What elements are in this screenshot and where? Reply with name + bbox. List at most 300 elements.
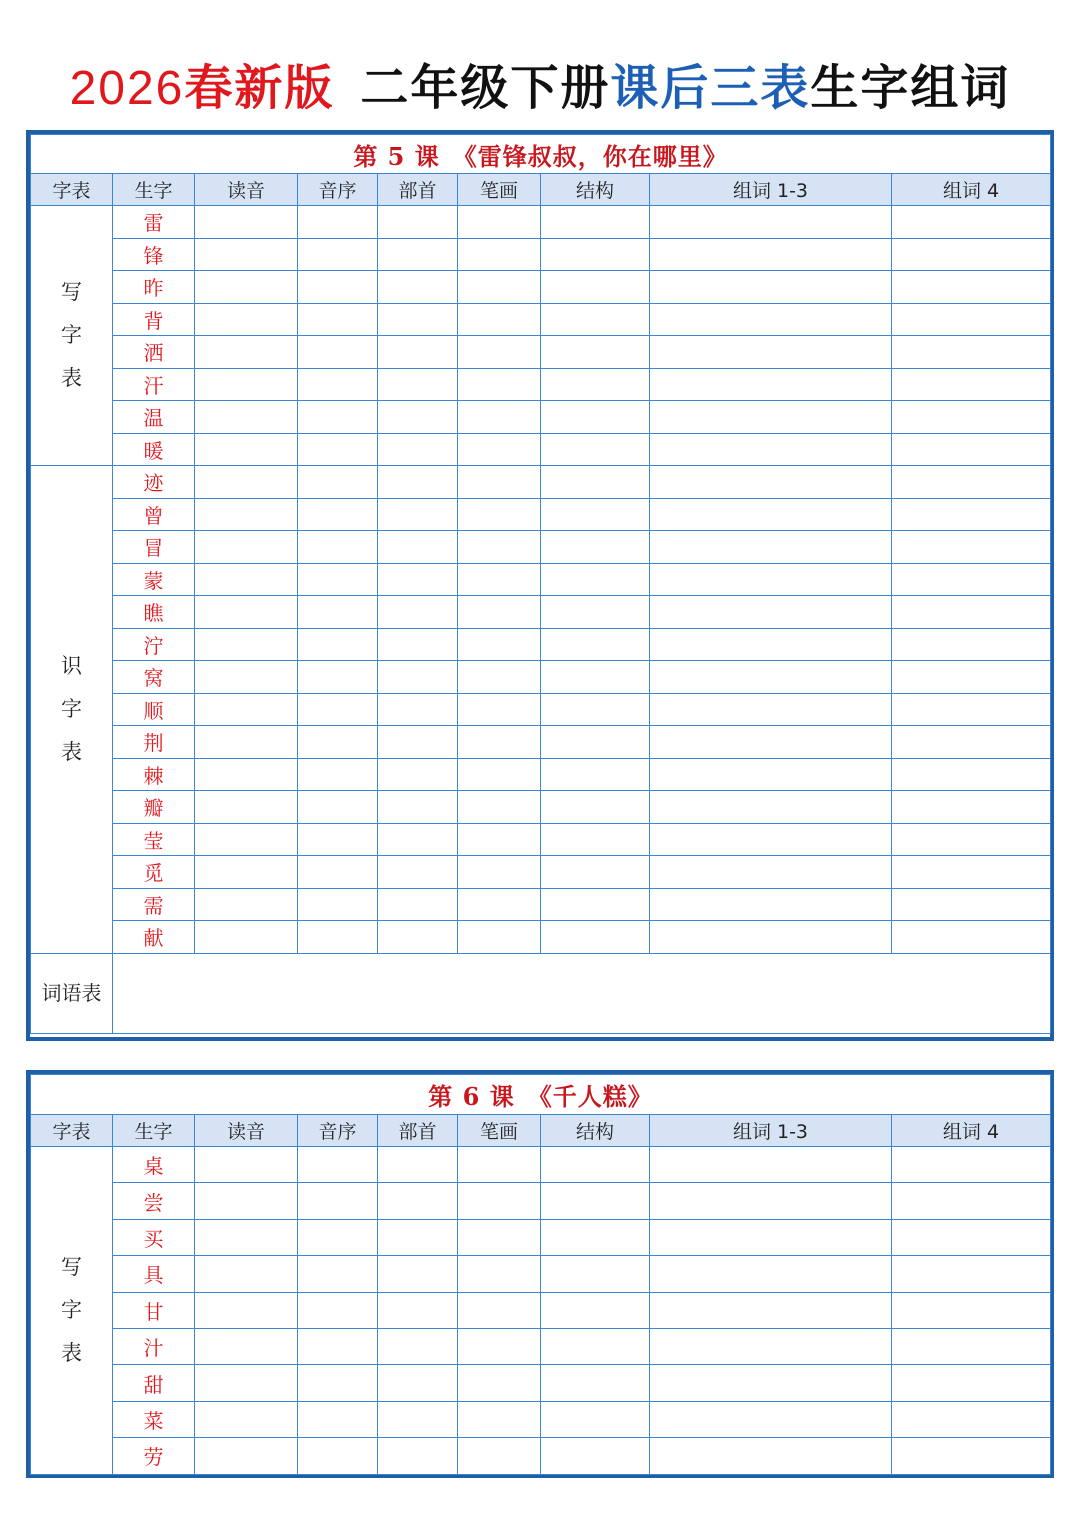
pinyin-cell[interactable] [195, 726, 298, 759]
radical-cell[interactable] [378, 596, 458, 629]
radical-cell[interactable] [378, 1219, 458, 1255]
radical-cell[interactable] [378, 921, 458, 954]
strokes-cell[interactable] [458, 1256, 541, 1292]
strokes-cell[interactable] [458, 303, 541, 336]
radical-cell[interactable] [378, 1365, 458, 1401]
strokes-cell[interactable] [458, 1365, 541, 1401]
word-4-cell[interactable] [892, 823, 1051, 856]
words-1-3-cell[interactable] [650, 271, 892, 304]
char-row [31, 888, 1051, 921]
strokes-cell[interactable] [458, 1438, 541, 1474]
pinyin-cell[interactable] [195, 466, 298, 499]
word-4-cell[interactable] [892, 758, 1051, 791]
initial-cell[interactable] [298, 401, 378, 434]
word-4-cell[interactable] [892, 498, 1051, 531]
structure-cell[interactable] [541, 1401, 650, 1437]
strokes-cell[interactable] [458, 1328, 541, 1364]
char-row [31, 531, 1051, 564]
strokes-cell[interactable] [458, 888, 541, 921]
initial-cell[interactable] [298, 531, 378, 564]
pinyin-cell[interactable] [195, 1183, 298, 1219]
word-4-cell[interactable] [892, 1328, 1051, 1364]
initial-cell[interactable] [298, 823, 378, 856]
word-4-cell[interactable] [892, 1438, 1051, 1474]
structure-cell[interactable] [541, 563, 650, 596]
word-4-cell[interactable] [892, 563, 1051, 596]
words-1-3-cell[interactable] [650, 498, 892, 531]
initial-cell[interactable] [298, 1147, 378, 1183]
word-4-cell[interactable] [892, 791, 1051, 824]
initial-cell[interactable] [298, 1292, 378, 1328]
column-header: 部首 [378, 1115, 458, 1147]
radical-cell[interactable] [378, 661, 458, 694]
char-row [31, 1183, 1051, 1219]
group-label-char: 字 [61, 323, 82, 347]
pinyin-cell[interactable] [195, 368, 298, 401]
structure-cell[interactable] [541, 401, 650, 434]
words-1-3-cell[interactable] [650, 1256, 892, 1292]
group-label [31, 1147, 113, 1475]
word-4-cell[interactable] [892, 531, 1051, 564]
strokes-cell[interactable] [458, 531, 541, 564]
strokes-cell[interactable] [458, 271, 541, 304]
words-1-3-cell[interactable] [650, 693, 892, 726]
structure-cell[interactable] [541, 1438, 650, 1474]
column-header: 读音 [195, 1115, 298, 1147]
pinyin-cell[interactable] [195, 531, 298, 564]
structure-cell[interactable] [541, 303, 650, 336]
strokes-cell[interactable] [458, 726, 541, 759]
word-4-cell[interactable] [892, 303, 1051, 336]
radical-cell[interactable] [378, 758, 458, 791]
initial-cell[interactable] [298, 888, 378, 921]
word-4-cell[interactable] [892, 433, 1051, 466]
character-cell: 棘 [113, 758, 195, 791]
char-row [31, 921, 1051, 954]
column-header: 结构 [541, 174, 650, 206]
words-1-3-cell[interactable] [650, 1219, 892, 1255]
structure-cell[interactable] [541, 1292, 650, 1328]
words-1-3-cell[interactable] [650, 596, 892, 629]
pinyin-cell[interactable] [195, 498, 298, 531]
structure-cell[interactable] [541, 1147, 650, 1183]
initial-cell[interactable] [298, 791, 378, 824]
pinyin-cell[interactable] [195, 661, 298, 694]
structure-cell[interactable] [541, 856, 650, 889]
strokes-cell[interactable] [458, 921, 541, 954]
radical-cell[interactable] [378, 466, 458, 499]
word-4-cell[interactable] [892, 271, 1051, 304]
initial-cell[interactable] [298, 758, 378, 791]
column-header: 音序 [298, 1115, 378, 1147]
word-4-cell[interactable] [892, 856, 1051, 889]
character-cell: 菜 [113, 1401, 195, 1437]
radical-cell[interactable] [378, 271, 458, 304]
strokes-cell[interactable] [458, 1219, 541, 1255]
structure-cell[interactable] [541, 1219, 650, 1255]
word-4-cell[interactable] [892, 888, 1051, 921]
group-label [31, 206, 113, 466]
column-header: 笔画 [458, 174, 541, 206]
words-1-3-cell[interactable] [650, 921, 892, 954]
radical-cell[interactable] [378, 693, 458, 726]
initial-cell[interactable] [298, 596, 378, 629]
strokes-cell[interactable] [458, 791, 541, 824]
initial-cell[interactable] [298, 303, 378, 336]
character-cell: 迹 [113, 466, 195, 499]
pinyin-cell[interactable] [195, 433, 298, 466]
character-cell: 暖 [113, 433, 195, 466]
structure-cell[interactable] [541, 596, 650, 629]
pinyin-cell[interactable] [195, 1219, 298, 1255]
strokes-cell[interactable] [458, 466, 541, 499]
group-label-char: 写 [61, 280, 82, 304]
strokes-cell[interactable] [458, 1292, 541, 1328]
pinyin-cell[interactable] [195, 856, 298, 889]
initial-cell[interactable] [298, 726, 378, 759]
words-1-3-cell[interactable] [650, 1147, 892, 1183]
word-4-cell[interactable] [892, 1256, 1051, 1292]
words-1-3-cell[interactable] [650, 336, 892, 369]
initial-cell[interactable] [298, 238, 378, 271]
structure-cell[interactable] [541, 1183, 650, 1219]
radical-cell[interactable] [378, 1147, 458, 1183]
radical-cell[interactable] [378, 888, 458, 921]
pinyin-cell[interactable] [195, 596, 298, 629]
initial-cell[interactable] [298, 856, 378, 889]
word-4-cell[interactable] [892, 466, 1051, 499]
word-4-cell[interactable] [892, 661, 1051, 694]
word-4-cell[interactable] [892, 1292, 1051, 1328]
strokes-cell[interactable] [458, 563, 541, 596]
group-label-vocab: 词语表 [31, 953, 113, 1033]
initial-cell[interactable] [298, 466, 378, 499]
group-label-char: 写 [61, 1254, 82, 1279]
pinyin-cell[interactable] [195, 888, 298, 921]
strokes-cell[interactable] [458, 433, 541, 466]
lesson-title: 第 6 课 《千人糕》 [31, 1075, 1051, 1115]
group-label-char: 识 [61, 653, 82, 678]
char-row [31, 1328, 1051, 1364]
words-1-3-cell[interactable] [650, 856, 892, 889]
lesson-5-table [26, 130, 1054, 1041]
radical-cell[interactable] [378, 1328, 458, 1364]
initial-cell[interactable] [298, 368, 378, 401]
strokes-cell[interactable] [458, 206, 541, 239]
words-1-3-cell[interactable] [650, 726, 892, 759]
character-cell: 瓣 [113, 791, 195, 824]
radical-cell[interactable] [378, 726, 458, 759]
strokes-cell[interactable] [458, 628, 541, 661]
strokes-cell[interactable] [458, 336, 541, 369]
char-row [31, 1438, 1051, 1474]
initial-cell[interactable] [298, 498, 378, 531]
initial-cell[interactable] [298, 921, 378, 954]
structure-cell[interactable] [541, 368, 650, 401]
char-row [31, 368, 1051, 401]
char-row [31, 823, 1051, 856]
initial-cell[interactable] [298, 1438, 378, 1474]
pinyin-cell[interactable] [195, 238, 298, 271]
structure-cell[interactable] [541, 758, 650, 791]
character-cell: 泞 [113, 628, 195, 661]
initial-cell[interactable] [298, 628, 378, 661]
words-1-3-cell[interactable] [650, 888, 892, 921]
pinyin-cell[interactable] [195, 206, 298, 239]
words-1-3-cell[interactable] [650, 368, 892, 401]
pinyin-cell[interactable] [195, 1365, 298, 1401]
initial-cell[interactable] [298, 563, 378, 596]
page-title [0, 52, 1080, 124]
title-year: 2026 [69, 62, 185, 115]
character-cell: 顺 [113, 693, 195, 726]
words-1-3-cell[interactable] [650, 531, 892, 564]
character-cell: 冒 [113, 531, 195, 564]
structure-cell[interactable] [541, 271, 650, 304]
word-4-cell[interactable] [892, 368, 1051, 401]
column-header: 音序 [298, 174, 378, 206]
group-label-char: 字 [61, 696, 82, 721]
word-4-cell[interactable] [892, 238, 1051, 271]
pinyin-cell[interactable] [195, 693, 298, 726]
initial-cell[interactable] [298, 661, 378, 694]
words-1-3-cell[interactable] [650, 1365, 892, 1401]
title-suffix: 生字组词 [810, 60, 1011, 116]
structure-cell[interactable] [541, 531, 650, 564]
vocab-write-area[interactable] [113, 953, 1051, 1033]
pinyin-cell[interactable] [195, 1401, 298, 1437]
character-cell: 汁 [113, 1328, 195, 1364]
column-header: 笔画 [458, 1115, 541, 1147]
char-row [31, 758, 1051, 791]
words-1-3-cell[interactable] [650, 1292, 892, 1328]
pinyin-cell[interactable] [195, 401, 298, 434]
char-row [31, 791, 1051, 824]
pinyin-cell[interactable] [195, 1292, 298, 1328]
column-header: 组词 1-3 [650, 1115, 892, 1147]
radical-cell[interactable] [378, 563, 458, 596]
radical-cell[interactable] [378, 1183, 458, 1219]
structure-cell[interactable] [541, 661, 650, 694]
column-header: 部首 [378, 174, 458, 206]
character-cell: 觅 [113, 856, 195, 889]
radical-cell[interactable] [378, 823, 458, 856]
initial-cell[interactable] [298, 1401, 378, 1437]
radical-cell[interactable] [378, 336, 458, 369]
words-1-3-cell[interactable] [650, 563, 892, 596]
char-row [31, 303, 1051, 336]
strokes-cell[interactable] [458, 238, 541, 271]
radical-cell[interactable] [378, 498, 458, 531]
initial-cell[interactable] [298, 693, 378, 726]
strokes-cell[interactable] [458, 1147, 541, 1183]
structure-cell[interactable] [541, 433, 650, 466]
radical-cell[interactable] [378, 791, 458, 824]
character-cell: 锋 [113, 238, 195, 271]
word-4-cell[interactable] [892, 401, 1051, 434]
words-1-3-cell[interactable] [650, 433, 892, 466]
structure-cell[interactable] [541, 466, 650, 499]
pinyin-cell[interactable] [195, 336, 298, 369]
structure-cell[interactable] [541, 823, 650, 856]
character-cell: 曾 [113, 498, 195, 531]
strokes-cell[interactable] [458, 401, 541, 434]
structure-cell[interactable] [541, 1365, 650, 1401]
words-1-3-cell[interactable] [650, 823, 892, 856]
pinyin-cell[interactable] [195, 628, 298, 661]
initial-cell[interactable] [298, 271, 378, 304]
structure-cell[interactable] [541, 1256, 650, 1292]
word-4-cell[interactable] [892, 1365, 1051, 1401]
pinyin-cell[interactable] [195, 271, 298, 304]
words-1-3-cell[interactable] [650, 303, 892, 336]
radical-cell[interactable] [378, 433, 458, 466]
structure-cell[interactable] [541, 791, 650, 824]
char-row [31, 661, 1051, 694]
words-1-3-cell[interactable] [650, 1401, 892, 1437]
strokes-cell[interactable] [458, 758, 541, 791]
word-4-cell[interactable] [892, 336, 1051, 369]
strokes-cell[interactable] [458, 823, 541, 856]
radical-cell[interactable] [378, 1256, 458, 1292]
pinyin-cell[interactable] [195, 1438, 298, 1474]
strokes-cell[interactable] [458, 856, 541, 889]
words-1-3-cell[interactable] [650, 628, 892, 661]
radical-cell[interactable] [378, 401, 458, 434]
words-1-3-cell[interactable] [650, 401, 892, 434]
character-cell: 蒙 [113, 563, 195, 596]
char-row [31, 401, 1051, 434]
word-4-cell[interactable] [892, 693, 1051, 726]
char-row [31, 206, 1051, 239]
radical-cell[interactable] [378, 628, 458, 661]
word-4-cell[interactable] [892, 726, 1051, 759]
structure-cell[interactable] [541, 693, 650, 726]
column-header: 生字 [113, 174, 195, 206]
strokes-cell[interactable] [458, 1401, 541, 1437]
structure-cell[interactable] [541, 206, 650, 239]
strokes-cell[interactable] [458, 661, 541, 694]
char-row [31, 628, 1051, 661]
character-cell: 荆 [113, 726, 195, 759]
radical-cell[interactable] [378, 531, 458, 564]
title-highlight: 课后三表 [610, 60, 811, 116]
radical-cell[interactable] [378, 1292, 458, 1328]
character-cell: 甜 [113, 1365, 195, 1401]
char-row [31, 1401, 1051, 1437]
char-row [31, 1256, 1051, 1292]
radical-cell[interactable] [378, 238, 458, 271]
word-4-cell[interactable] [892, 1219, 1051, 1255]
character-cell: 甘 [113, 1292, 195, 1328]
pinyin-cell[interactable] [195, 791, 298, 824]
group-label-char: 表 [61, 739, 82, 764]
initial-cell[interactable] [298, 206, 378, 239]
structure-cell[interactable] [541, 336, 650, 369]
structure-cell[interactable] [541, 1328, 650, 1364]
words-1-3-cell[interactable] [650, 1328, 892, 1364]
pinyin-cell[interactable] [195, 563, 298, 596]
radical-cell[interactable] [378, 303, 458, 336]
column-header: 字表 [31, 174, 113, 206]
strokes-cell[interactable] [458, 1183, 541, 1219]
initial-cell[interactable] [298, 1256, 378, 1292]
structure-cell[interactable] [541, 238, 650, 271]
pinyin-cell[interactable] [195, 1147, 298, 1183]
radical-cell[interactable] [378, 856, 458, 889]
words-1-3-cell[interactable] [650, 206, 892, 239]
column-header: 组词 4 [892, 174, 1051, 206]
structure-cell[interactable] [541, 498, 650, 531]
word-4-cell[interactable] [892, 1401, 1051, 1437]
initial-cell[interactable] [298, 1183, 378, 1219]
group-label-char: 表 [61, 1340, 82, 1365]
word-4-cell[interactable] [892, 628, 1051, 661]
strokes-cell[interactable] [458, 596, 541, 629]
words-1-3-cell[interactable] [650, 758, 892, 791]
radical-cell[interactable] [378, 1401, 458, 1437]
structure-cell[interactable] [541, 726, 650, 759]
char-row [31, 271, 1051, 304]
char-row [31, 1365, 1051, 1401]
words-1-3-cell[interactable] [650, 791, 892, 824]
words-1-3-cell[interactable] [650, 1183, 892, 1219]
char-row [31, 1292, 1051, 1328]
column-header: 组词 1-3 [650, 174, 892, 206]
initial-cell[interactable] [298, 1219, 378, 1255]
strokes-cell[interactable] [458, 368, 541, 401]
structure-cell[interactable] [541, 921, 650, 954]
char-row [31, 563, 1051, 596]
pinyin-cell[interactable] [195, 758, 298, 791]
word-4-cell[interactable] [892, 206, 1051, 239]
group-label [31, 466, 113, 954]
words-1-3-cell[interactable] [650, 661, 892, 694]
word-4-cell[interactable] [892, 596, 1051, 629]
initial-cell[interactable] [298, 1328, 378, 1364]
lesson-6-table [26, 1070, 1054, 1478]
structure-cell[interactable] [541, 628, 650, 661]
group-label-char: 表 [61, 366, 82, 390]
pinyin-cell[interactable] [195, 1328, 298, 1364]
radical-cell[interactable] [378, 368, 458, 401]
strokes-cell[interactable] [458, 693, 541, 726]
character-cell: 桌 [113, 1147, 195, 1183]
char-row [31, 726, 1051, 759]
pinyin-cell[interactable] [195, 303, 298, 336]
initial-cell[interactable] [298, 1365, 378, 1401]
pinyin-cell[interactable] [195, 823, 298, 856]
words-1-3-cell[interactable] [650, 1438, 892, 1474]
character-cell: 背 [113, 303, 195, 336]
word-4-cell[interactable] [892, 1147, 1051, 1183]
initial-cell[interactable] [298, 433, 378, 466]
initial-cell[interactable] [298, 336, 378, 369]
structure-cell[interactable] [541, 888, 650, 921]
radical-cell[interactable] [378, 1438, 458, 1474]
pinyin-cell[interactable] [195, 1256, 298, 1292]
words-1-3-cell[interactable] [650, 238, 892, 271]
character-cell: 劳 [113, 1438, 195, 1474]
word-4-cell[interactable] [892, 921, 1051, 954]
pinyin-cell[interactable] [195, 921, 298, 954]
column-header: 结构 [541, 1115, 650, 1147]
radical-cell[interactable] [378, 206, 458, 239]
character-cell: 莹 [113, 823, 195, 856]
word-4-cell[interactable] [892, 1183, 1051, 1219]
strokes-cell[interactable] [458, 498, 541, 531]
words-1-3-cell[interactable] [650, 466, 892, 499]
